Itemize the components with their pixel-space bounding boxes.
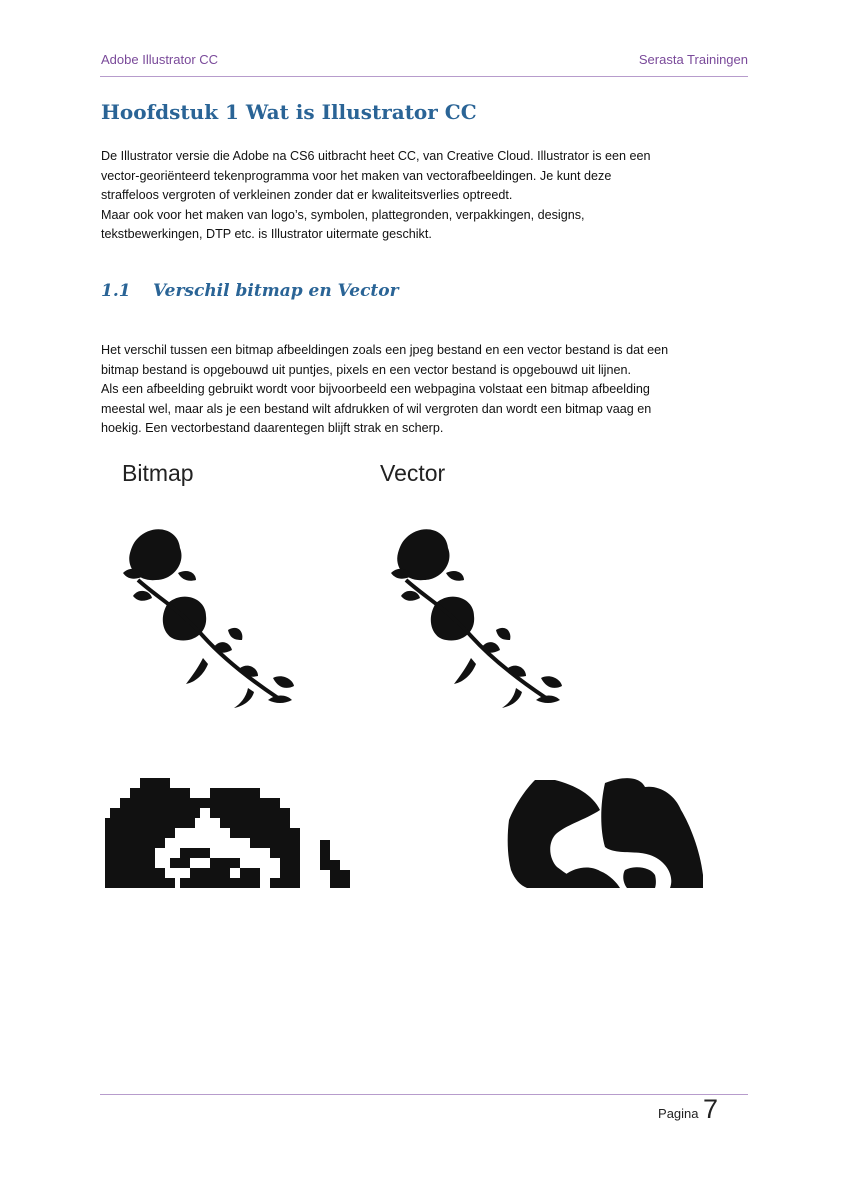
header-divider — [100, 76, 748, 77]
page-footer — [658, 1094, 718, 1125]
section-title: Verschil bitmap en Vector — [153, 281, 399, 301]
body-line: Het verschil tussen een bitmap afbeeldingen zoals een jpeg bestand en een vector bestand is dat een — [101, 343, 669, 357]
body-line: Als een afbeelding gebruikt wordt voor bijvoorbeeld een webpagina volstaat een bitmap afbeelding — [101, 382, 650, 397]
intro-line: straffeloos vergroten of verkleinen zonder dat er kwaliteitsverlies optreedt. — [101, 188, 513, 203]
vector-rose-image — [376, 518, 576, 718]
page-label: Pagina — [658, 1106, 699, 1121]
bitmap-zoom-image — [100, 770, 370, 888]
intro-line: De Illustrator versie die Adobe na CS6 uitbracht heet CC, van Creative Cloud. Illustrator is een een — [101, 149, 651, 163]
header-right: Serasta Trainingen — [638, 52, 748, 67]
vector-label: Vector — [380, 460, 446, 486]
intro-paragraph — [101, 147, 751, 245]
page-number: 7 — [702, 1094, 718, 1124]
body-line: hoekig. Een vectorbestand daarentegen blijft strak en scherp. — [101, 421, 444, 436]
bitmap-rose-image — [108, 518, 308, 718]
bitmap-label: Bitmap — [122, 460, 194, 486]
footer-divider — [100, 1094, 748, 1095]
chapter-title: Hoofdstuk 1 Wat is Illustrator CC — [101, 100, 477, 124]
intro-line: tekstbewerkingen, DTP etc. is Illustrator uitermate geschikt. — [101, 227, 432, 242]
vector-zoom-image — [505, 775, 705, 888]
body-line: bitmap bestand is opgebouwd uit puntjes, pixels en een vector bestand is opgebouwd uit lijnen. — [101, 362, 631, 377]
section-heading — [101, 281, 399, 301]
intro-line: vector-georiënteerd tekenprogramma voor het maken van vectorafbeeldingen. Je kunt deze — [101, 168, 612, 183]
body-paragraph — [101, 341, 751, 439]
intro-line: Maar ook voor het maken van logo’s, symbolen, plattegronden, verpakkingen, designs, — [101, 207, 585, 222]
body-line: meestal wel, maar als je een bestand wilt afdrukken of wil vergroten dan wordt een bitmap vaag en — [101, 401, 652, 416]
header-left: Adobe Illustrator CC — [101, 52, 219, 67]
section-number: 1.1 — [101, 281, 131, 301]
